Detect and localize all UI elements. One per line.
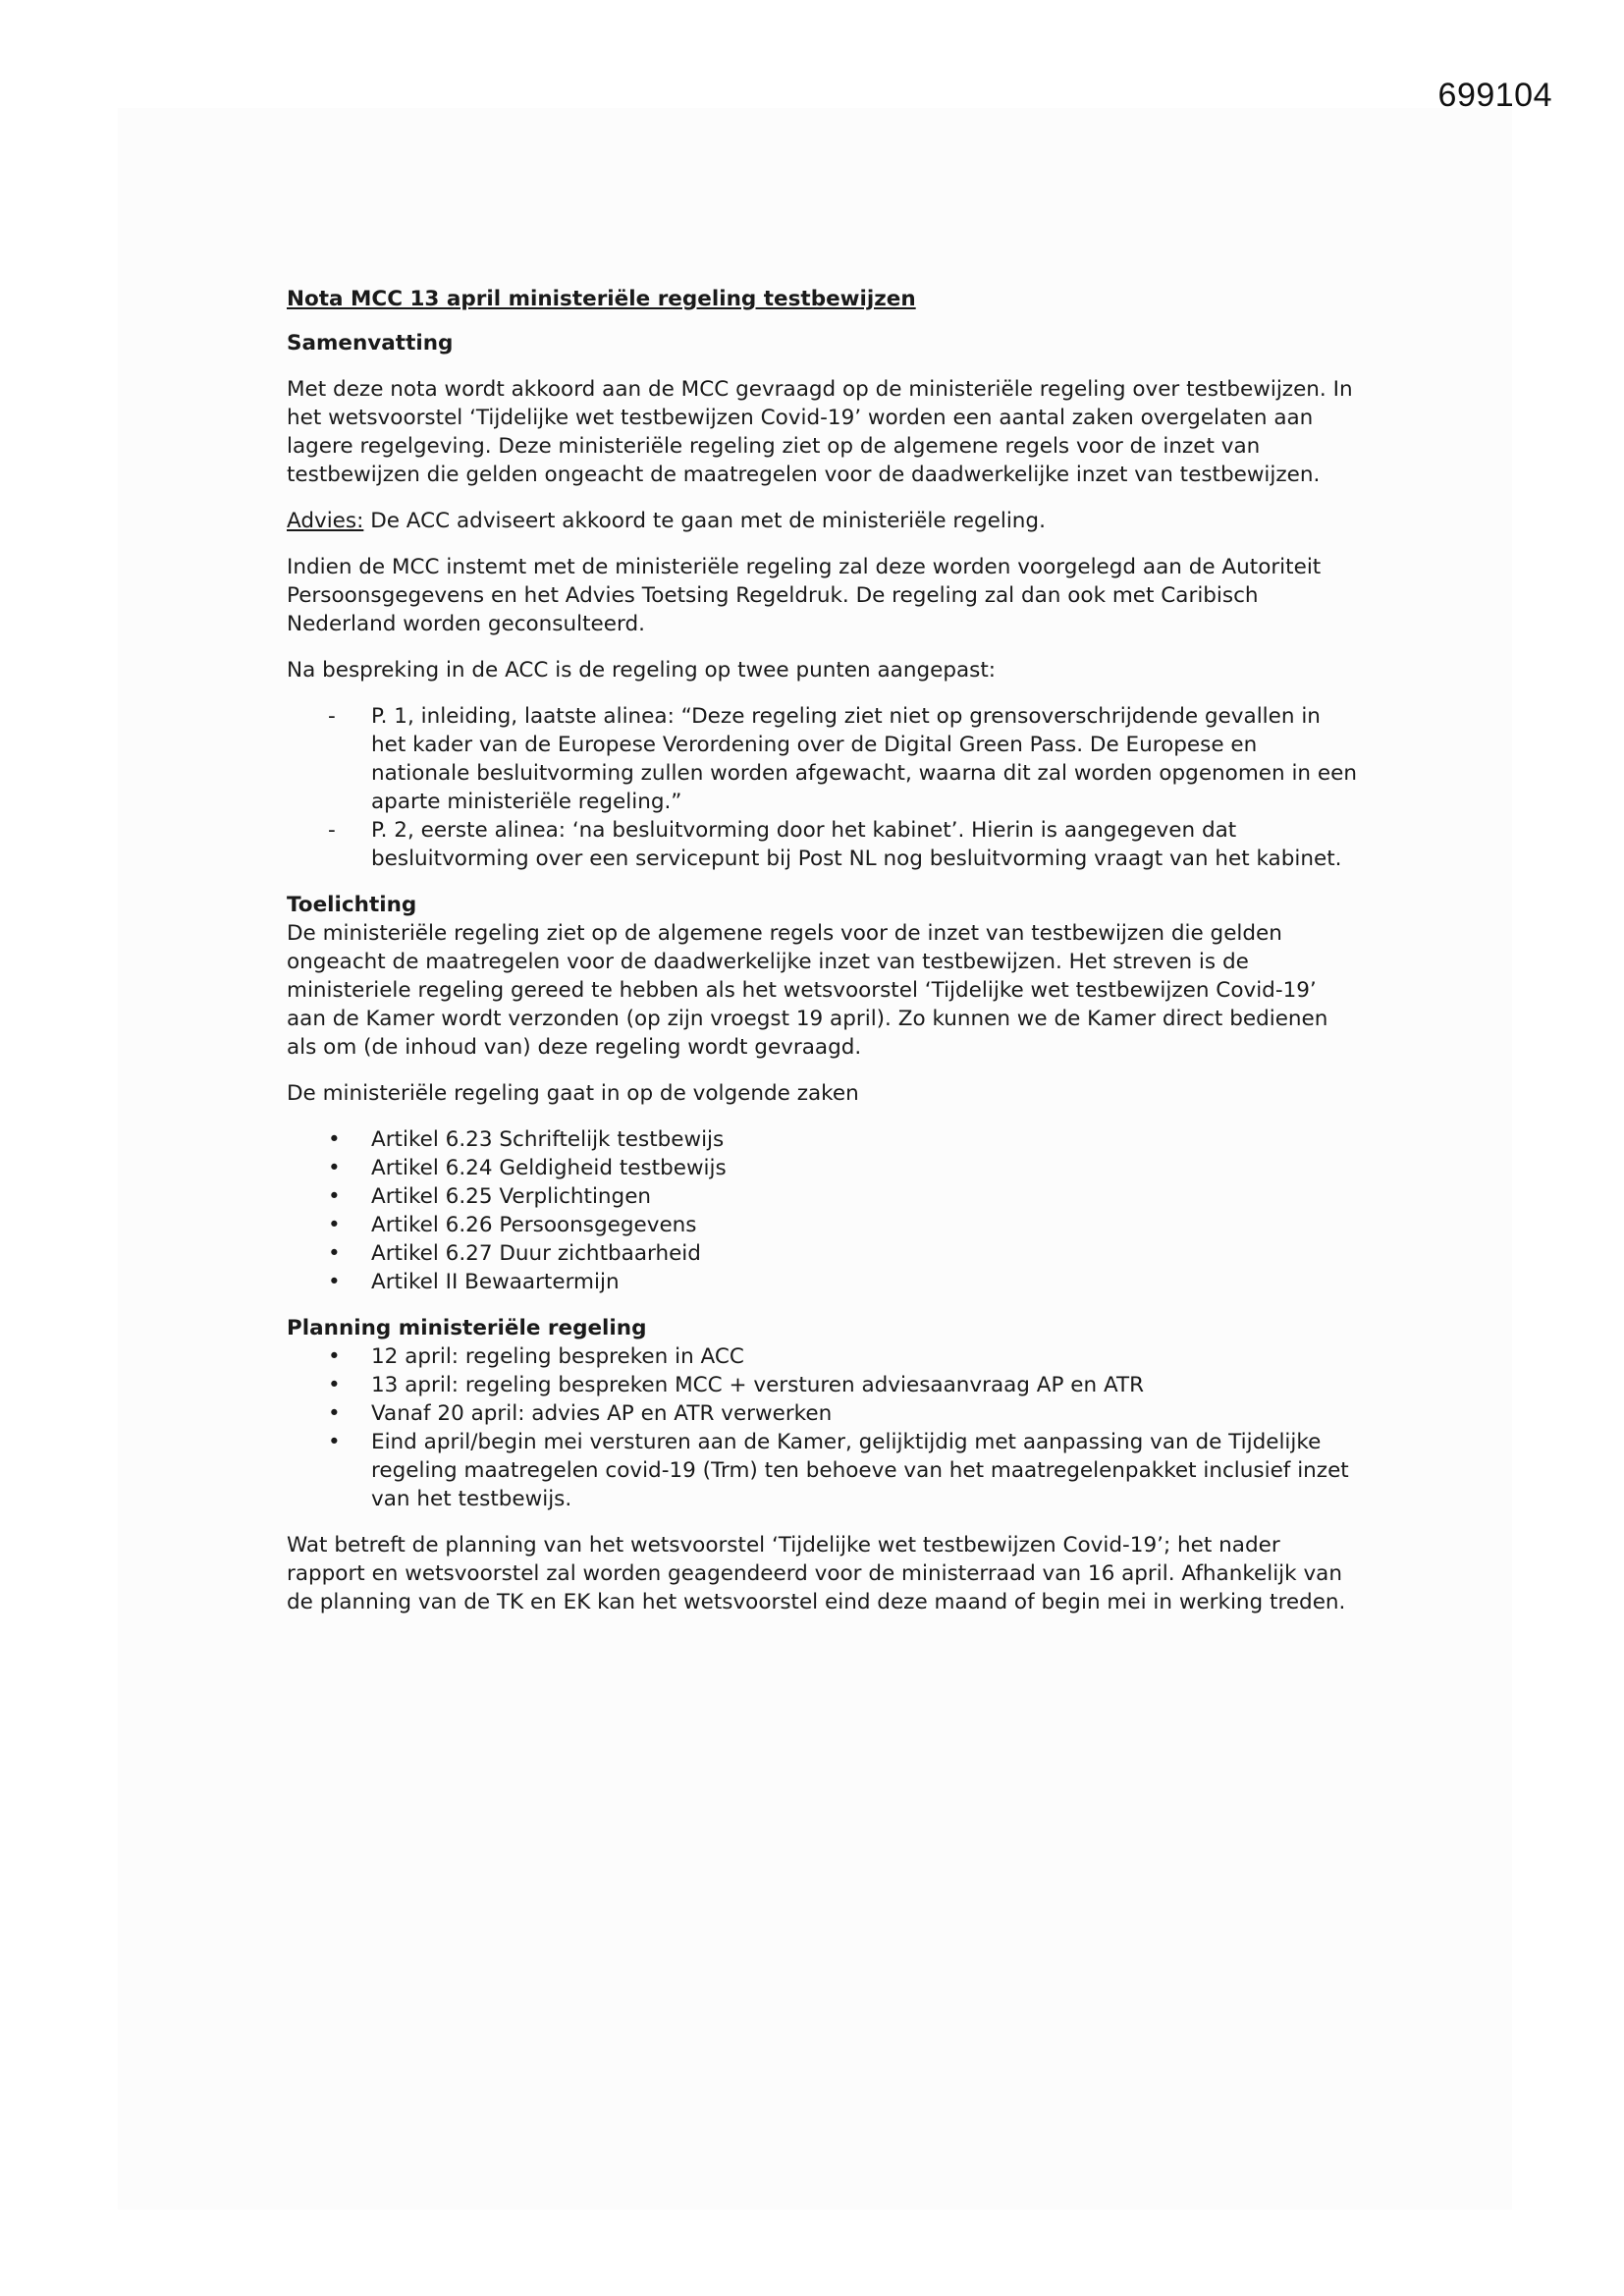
changes-list [287, 702, 1357, 873]
document-title: Nota MCC 13 april ministeriële regeling testbewijzen [287, 287, 916, 311]
articles-list [287, 1125, 1357, 1296]
document-body [287, 285, 1357, 1634]
toelichting-heading: Toelichting [287, 893, 417, 917]
advies-label: Advies: [287, 509, 364, 533]
samenvatting-paragraph: Met deze nota wordt akkoord aan de MCC gevraagd op de ministeriële regeling over testbewijzen. In het wetsvoorstel ‘Tijdelijke wet testbewijzen Covid-19’ worden een aantal zaken overgelaten aan lagere regelgeving. Deze ministeriële regeling ziet op de algemene regels voor de inzet van testbewijzen die gelden ongeacht de maatregelen voor de daadwerkelijke inzet van testbewijzen. [287, 377, 1353, 487]
planning-closing-paragraph: Wat betreft de planning van het wetsvoorstel ‘Tijdelijke wet testbewijzen Covid-19’; het nader rapport en wetsvoorstel zal worden geagendeerd voor de ministerraad van 16 april. Afhankelijk van de planning van de TK en EK kan het wetsvoorstel eind deze maand of begin mei in werking treden. [287, 1533, 1346, 1614]
samenvatting-heading: Samenvatting [287, 331, 454, 355]
zaken-intro: De ministeriële regeling gaat in op de volgende zaken [287, 1081, 859, 1106]
advies-paragraph [287, 507, 1357, 535]
aanpassing-intro: Na bespreking in de ACC is de regeling op twee punten aangepast: [287, 658, 997, 683]
list-item: - P. 1, inleiding, laatste alinea: “Deze regeling ziet niet op grensoverschrijdende gevallen in het kader van de Europese Verordening over de Digital Green Pass. De Europese en nationale besluitvorming zullen worden afgewacht, waarna dit zal worden opgenomen in een aparte ministeriële regeling.” [287, 702, 1357, 816]
list-item: • Artikel 6.25 Verplichtingen [287, 1182, 1357, 1211]
list-item: • 13 april: regeling bespreken MCC + versturen adviesaanvraag AP en ATR [287, 1371, 1357, 1399]
advies-text: De ACC adviseert akkoord te gaan met de ministeriële regeling. [363, 509, 1046, 533]
list-item: • 12 april: regeling bespreken in ACC [287, 1342, 1357, 1371]
list-item: • Artikel 6.23 Schriftelijk testbewijs [287, 1125, 1357, 1154]
document-id: 699104 [1437, 77, 1552, 114]
mcc-paragraph: Indien de MCC instemt met de ministeriële regeling zal deze worden voorgelegd aan de Autoriteit Persoonsgegevens en het Advies Toetsing Regeldruk. De regeling zal dan ook met Caribisch Nederland worden geconsulteerd. [287, 555, 1322, 636]
list-item: • Artikel II Bewaartermijn [287, 1268, 1357, 1296]
toelichting-paragraph: De ministeriële regeling ziet op de algemene regels voor de inzet van testbewijzen die gelden ongeacht de maatregelen voor de daadwerkelijke inzet van testbewijzen. Het streven is de ministeriele regeling gereed te hebben als het wetsvoorstel ‘Tijdelijke wet testbewijzen Covid-19’ aan de Kamer wordt verzonden (op zijn vroegst 19 april). Zo kunnen we de Kamer direct bedienen als om (de inhoud van) deze regeling wordt gevraagd. [287, 921, 1328, 1060]
list-item: • Eind april/begin mei versturen aan de Kamer, gelijktijdig met aanpassing van de Tijdelijke regeling maatregelen covid-19 (Trm) ten behoeve van het maatregelenpakket inclusief inzet van het testbewijs. [287, 1428, 1357, 1513]
planning-heading: Planning ministeriële regeling [287, 1316, 647, 1340]
planning-list [287, 1342, 1357, 1513]
list-item: • Artikel 6.26 Persoonsgegevens [287, 1211, 1357, 1239]
list-item: - P. 2, eerste alinea: ‘na besluitvorming door het kabinet’. Hierin is aangegeven dat besluitvorming over een servicepunt bij Post NL nog besluitvorming vraagt van het kabinet. [287, 816, 1357, 873]
list-item: • Artikel 6.24 Geldigheid testbewijs [287, 1154, 1357, 1182]
list-item: • Artikel 6.27 Duur zichtbaarheid [287, 1239, 1357, 1268]
list-item: • Vanaf 20 april: advies AP en ATR verwerken [287, 1399, 1357, 1428]
